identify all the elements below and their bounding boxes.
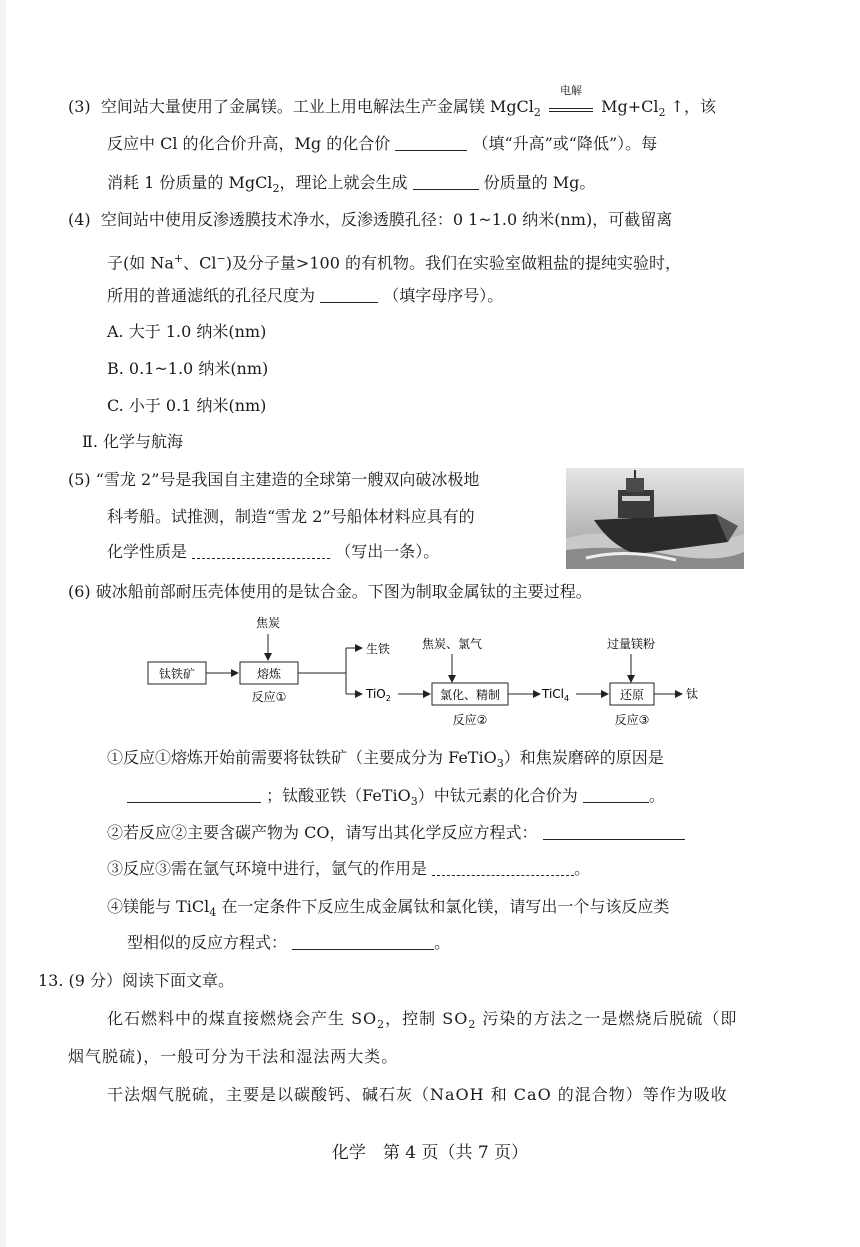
q13-para-1-line-1: 化石燃料中的煤直接燃烧会产生 $SO_2$，控制 $SO_2$ 污染的方法之一是燃烧后脱硫（即 (107, 1009, 738, 1032)
flow-chlorination: 氯化、精制 (439, 688, 501, 702)
q6-sub4-line-2: 型相似的反应方程式： 。 (127, 933, 451, 952)
electrolysis-arrow: 电解 (549, 99, 593, 112)
flow-ore: 钛铁矿 (158, 667, 196, 681)
flow-mg-powder: 过量镁粉 (606, 637, 656, 651)
q4-line-3: 所用的普通滤纸的孔径尺度为 （填字母序号）。 (107, 286, 504, 305)
q6-sub4-line-1: ④镁能与 TiCl$_4$ 在一定条件下反应生成金属钛和氯化镁，请写出一个与该反应类 (107, 897, 670, 920)
q3-line-1: (3) 空间站大量使用了金属镁。工业上用电解法生产金属镁 MgCl$_2$ 电解 $Mg+Cl_2$ ↑，该 (68, 84, 717, 120)
option-a: A. 大于 1.0 纳米(nm) (107, 322, 267, 341)
answer-blank[interactable] (127, 786, 261, 803)
flow-tio2: TiO$_2$ (366, 687, 391, 703)
q5-line-1: (5) “雪龙 2”号是我国自主建造的全球第一艘双向破冰极地 (68, 470, 480, 489)
page-footer: 化学 第 4 页（共 7 页） (331, 1143, 529, 1163)
answer-blank[interactable] (543, 823, 685, 840)
answer-blank[interactable] (320, 286, 378, 303)
q5-line-3: 化学性质是 （写出一条）。 (107, 542, 440, 561)
q6-sub1-line-2: ；钛酸亚铁（FeTiO$_3$）中钛元素的化合价为 。 (127, 785, 665, 813)
flow-reduce: 还原 (619, 688, 645, 702)
q6-sub1-line-1: ①反应①熔炼开始前需要将钛铁矿（主要成分为 FeTiO$_3$）和焦炭磨碎的原因是 (107, 748, 664, 771)
q6-sub3: ③反应③需在氩气环境中进行，氩气的作用是 。 (107, 859, 591, 878)
titanium-process-flowchart (140, 612, 720, 736)
flow-r3: 反应③ (614, 713, 650, 727)
q6-number: (6) (68, 582, 91, 601)
answer-blank[interactable] (192, 542, 330, 559)
option-c: C. 小于 0.1 纳米(nm) (107, 396, 267, 415)
answer-blank[interactable] (395, 134, 467, 151)
answer-blank[interactable] (432, 859, 574, 876)
q5-line-2: 科考船。试推测，制造“雪龙 2”号船体材料应具有的 (107, 507, 475, 526)
q13-heading: 13. (9 分）阅读下面文章。 (38, 971, 235, 990)
q3-line-2: 反应中 Cl 的化合价升高，Mg 的化合价 （填“升高”或“降低”）。每 (107, 134, 658, 153)
q4-number: (4) (68, 210, 91, 229)
q3-line-3: 消耗 1 份质量的 MgCl$_2$，理论上就会生成 份质量的 Mg。 (107, 173, 596, 196)
answer-blank[interactable] (292, 933, 434, 950)
q3-number: (3) (68, 97, 91, 116)
icebreaker-ship-photo (566, 468, 744, 569)
flow-smelt: 熔炼 (256, 667, 282, 681)
flow-titanium: 钛 (686, 687, 699, 701)
flow-r1: 反应① (251, 690, 287, 704)
q6-line-1: (6) 破冰船前部耐压壳体使用的是钛合金。下图为制取金属钛的主要过程。 (68, 582, 592, 601)
option-b: B. 0.1~1.0 纳米(nm) (107, 359, 269, 378)
q13-para-2-line-1: 干法烟气脱硫，主要是以碳酸钙、碱石灰（NaOH 和 CaO 的混合物）等作为吸收 (107, 1085, 728, 1104)
flow-coke: 焦炭 (255, 616, 281, 630)
q4-line-1: (4) 空间站中使用反渗透膜技术净水，反渗透膜孔径：0 1~1.0 纳米(nm)，可截留离 (68, 210, 673, 229)
section-heading: Ⅱ. 化学与航海 (82, 432, 184, 451)
answer-blank[interactable] (413, 173, 479, 190)
q13-para-1-line-2: 烟气脱硫)，一般可分为干法和湿法两大类。 (68, 1047, 399, 1066)
flow-ticl4: TiCl$_4$ (542, 687, 570, 703)
flow-r2: 反应② (452, 713, 488, 727)
scan-edge (0, 0, 6, 1247)
answer-blank[interactable] (583, 786, 649, 803)
q5-number: (5) (68, 470, 91, 489)
flow-pig-iron: 生铁 (366, 642, 391, 656)
q4-line-2: 子(如 Na+、Cl−)及分子量>100 的有机物。我们在实验室做粗盐的提纯实验时， (107, 252, 681, 273)
flow-coke-chlorine: 焦炭、氯气 (421, 637, 483, 651)
q6-sub2: ②若反应②主要含碳产物为 CO，请写出其化学反应方程式： (107, 822, 685, 844)
